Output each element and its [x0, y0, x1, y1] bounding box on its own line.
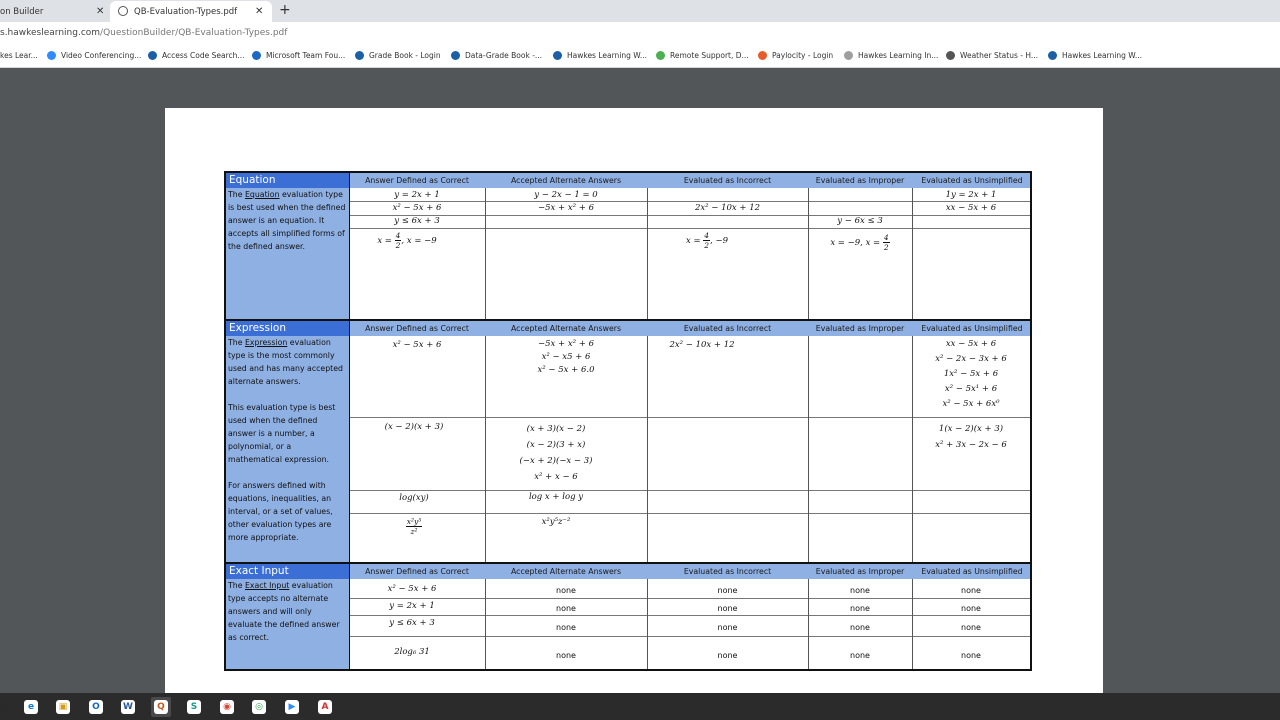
- bookmark-item[interactable]: [451, 51, 542, 60]
- bookmark-item[interactable]: [1048, 51, 1142, 60]
- taskbar-glyph: S: [187, 700, 201, 714]
- bookmark-icon: [451, 51, 460, 60]
- url-text[interactable]: [0, 28, 287, 38]
- col-header: Evaluated as Unsimplified: [921, 567, 1023, 576]
- bookmark-icon: [47, 51, 56, 60]
- table-cell: x² − 5x + 6: [392, 340, 442, 350]
- table-cell: none: [961, 651, 981, 660]
- table-cell: none: [717, 651, 738, 660]
- new-tab-button[interactable]: +: [279, 2, 291, 18]
- table-cell: none: [556, 604, 576, 613]
- bookmark-item[interactable]: [148, 51, 245, 60]
- taskbar-snagit-icon[interactable]: [184, 697, 204, 717]
- table-cell: 2x² − 10x + 12: [694, 203, 761, 213]
- bookmark-label: Hawkes Learning W...: [1062, 51, 1143, 60]
- taskbar-glyph: Q: [154, 700, 168, 714]
- bookmark-item[interactable]: [758, 51, 833, 60]
- table-cell: y = 2x + 1: [389, 601, 435, 611]
- table-cell: y ≤ 6x + 3: [394, 216, 440, 226]
- table-cell: none: [961, 604, 981, 613]
- taskbar-glyph: ◉: [220, 700, 234, 714]
- table-cell: none: [717, 604, 738, 613]
- globe-icon: [118, 6, 128, 16]
- bookmark-icon: [758, 51, 767, 60]
- table-cell: x = −9, x = $\frac{4}{2}$: [830, 233, 889, 252]
- taskbar-question-builder-icon[interactable]: [151, 697, 171, 717]
- bookmark-label: Video Conferencing...: [61, 51, 142, 60]
- table-cell: x² − 5x + 6: [392, 203, 442, 213]
- table-cell: x² − 5x + 6: [387, 584, 437, 594]
- table-cell: xx − 5x + 6: [945, 203, 997, 213]
- bookmark-label: Access Code Search...: [162, 51, 245, 60]
- col-header: Evaluated as Unsimplified: [921, 176, 1023, 185]
- bookmark-label: kes Lear...: [0, 51, 38, 60]
- table-cell: y ≤ 6x + 3: [389, 618, 435, 628]
- bookmark-item[interactable]: [844, 51, 938, 60]
- table-cell: none: [556, 623, 576, 632]
- taskbar-store-icon[interactable]: [53, 697, 73, 717]
- table-cell: 2log₆ 31: [394, 647, 430, 657]
- bookmark-label: Paylocity - Login: [772, 51, 834, 60]
- table-cell: $\frac{\text{x²y⁵}}{\text{z²}}$: [406, 517, 422, 536]
- table-cell: 2x² − 10x + 12: [669, 340, 735, 350]
- bookmark-item[interactable]: [355, 51, 441, 60]
- col-header: Evaluated as Improper: [815, 567, 905, 576]
- table-cell: −5x + x² + 6: [538, 203, 594, 213]
- col-header: Evaluated as Incorrect: [683, 567, 772, 576]
- table-cell: x = $\frac{4}{2}$ , −9: [685, 231, 729, 250]
- table-cell: y − 6x ≤ 3: [837, 216, 883, 226]
- bookmark-item[interactable]: [0, 51, 38, 60]
- table-cell: x²y⁵z⁻²: [541, 517, 571, 527]
- bookmark-icon: [148, 51, 157, 60]
- col-header: Answer Defined as Correct: [365, 176, 469, 185]
- table-cell: none: [850, 586, 870, 595]
- section-title-equation: Equation: [226, 173, 349, 188]
- bookmark-label: Hawkes Learning In...: [858, 51, 939, 60]
- taskbar-acrobat-icon[interactable]: [315, 697, 335, 717]
- taskbar-outlook-icon[interactable]: [86, 697, 106, 717]
- taskbar-task-view-icon[interactable]: [0, 697, 12, 717]
- table-cell: none: [961, 623, 981, 632]
- equation-description: The Equation evaluation type is best used when the defined answer is an equation. It accepts all simplified forms of the defined answer.: [226, 188, 349, 319]
- bookmark-icon: [656, 51, 665, 60]
- col-header: Accepted Alternate Answers: [510, 567, 622, 576]
- tab-label: on Builder: [0, 6, 44, 17]
- tab-strip: [0, 0, 1280, 22]
- table-cell: 1(x − 2)(x + 3) x² + 3x − 2x − 6: [935, 424, 1007, 450]
- bookmark-label: Hawkes Learning W...: [567, 51, 648, 60]
- bookmark-label: Data-Grade Book -...: [465, 51, 543, 60]
- taskbar-glyph: ▯: [0, 702, 5, 712]
- col-header: Evaluated as Incorrect: [683, 324, 772, 333]
- bookmark-item[interactable]: [252, 51, 345, 60]
- col-header: Evaluated as Improper: [815, 324, 905, 333]
- taskbar-glyph: ◎: [252, 700, 266, 714]
- table-cell: none: [850, 604, 870, 613]
- url-path: /QuestionBuilder/QB-Evaluation-Types.pdf: [100, 28, 288, 38]
- table-cell: none: [850, 623, 870, 632]
- bookmark-item[interactable]: [553, 51, 647, 60]
- table-cell: y = 2x + 1: [394, 190, 440, 200]
- table-cell: log x + log y: [528, 492, 584, 502]
- bookmarks-bar: [0, 46, 1280, 68]
- bookmark-label: Weather Status - H...: [960, 51, 1038, 60]
- taskbar-glyph: ▶: [285, 700, 299, 714]
- taskbar-chrome-alt-icon[interactable]: [249, 697, 269, 717]
- taskbar-word-icon[interactable]: [118, 697, 138, 717]
- table-cell: none: [717, 623, 738, 632]
- expression-description: The Expression evaluation type is the most commonly used and has many accepted alternate answers. This evaluation type is best used when the defined answer is a number, a polynomial, or a mathematical expression. For answers defined with equations, inequalities, an interval, or a set of values, other evaluation types are more appropriate.: [226, 336, 349, 562]
- col-header: Evaluated as Improper: [815, 176, 905, 185]
- table-cell: log(xy): [399, 493, 429, 503]
- col-header: Answer Defined as Correct: [365, 324, 469, 333]
- close-icon[interactable]: ✕: [255, 6, 264, 17]
- table-cell: none: [556, 586, 576, 595]
- taskbar-zoom-icon[interactable]: [282, 697, 302, 717]
- col-header: Evaluated as Incorrect: [683, 176, 772, 185]
- table-cell: none: [717, 586, 738, 595]
- taskbar-glyph: W: [121, 700, 135, 714]
- taskbar-glyph: ▣: [56, 700, 70, 714]
- taskbar: [0, 693, 1280, 720]
- bookmark-item[interactable]: [946, 51, 1038, 60]
- table-cell: none: [556, 651, 576, 660]
- bookmark-icon: [355, 51, 364, 60]
- section-title-expression: Expression: [226, 321, 349, 336]
- table-cell: xx − 5x + 6 x² − 2x − 3x + 6 1x² − 5x + 6 x² − 5x¹ + 6 x² − 5x + 6x⁰: [935, 339, 1007, 409]
- bookmark-icon: [1048, 51, 1057, 60]
- col-header: Accepted Alternate Answers: [510, 324, 622, 333]
- address-bar[interactable]: [0, 22, 1280, 46]
- col-header: Evaluated as Unsimplified: [921, 324, 1023, 333]
- bookmark-label: Grade Book - Login: [369, 51, 441, 60]
- table-cell: (x − 2)(x + 3): [384, 422, 444, 432]
- taskbar-glyph: O: [89, 700, 103, 714]
- tab-label: QB-Evaluation-Types.pdf: [134, 6, 238, 17]
- evaluation-types-table: [224, 171, 1032, 671]
- bookmark-item[interactable]: [47, 51, 141, 60]
- table-cell: none: [850, 651, 870, 660]
- exact-input-description: The Exact Input evaluation type accepts no alternate answers and will only evaluate the defined answer as correct.: [226, 579, 349, 669]
- tab-pdf[interactable]: [110, 1, 272, 22]
- taskbar-edge-icon[interactable]: [21, 697, 41, 717]
- bookmark-item[interactable]: [656, 51, 749, 60]
- col-header: Answer Defined as Correct: [365, 567, 469, 576]
- table-cell: −5x + x² + 6 x² − x5 + 6 x² − 5x + 6.0: [537, 339, 595, 375]
- taskbar-glyph: A: [318, 700, 332, 714]
- table-cell: (x + 3)(x − 2) (x − 2)(3 + x) (−x + 2)(−x − 3) x² + x − 6: [519, 424, 593, 482]
- table-cell: none: [961, 586, 981, 595]
- bookmark-icon: [252, 51, 261, 60]
- col-header: Accepted Alternate Answers: [510, 176, 622, 185]
- taskbar-chrome-icon[interactable]: [217, 697, 237, 717]
- table-cell: x = $\frac{4}{2}$ , x = −9: [377, 231, 437, 250]
- url-domain: s.hawkeslearning.com: [0, 28, 101, 38]
- close-icon[interactable]: ✕: [96, 6, 105, 17]
- bookmark-label: Microsoft Team Fou...: [266, 51, 346, 60]
- bookmark-icon: [946, 51, 955, 60]
- table-cell: 1y = 2x + 1: [945, 190, 997, 200]
- bookmark-icon: [553, 51, 562, 60]
- table-cell: y − 2x − 1 = 0: [534, 190, 598, 200]
- bookmark-icon: [844, 51, 853, 60]
- tab-question-builder[interactable]: [0, 1, 110, 22]
- taskbar-glyph: e: [24, 700, 38, 714]
- bookmark-label: Remote Support, D...: [670, 51, 749, 60]
- section-title-exact-input: Exact Input: [226, 564, 349, 579]
